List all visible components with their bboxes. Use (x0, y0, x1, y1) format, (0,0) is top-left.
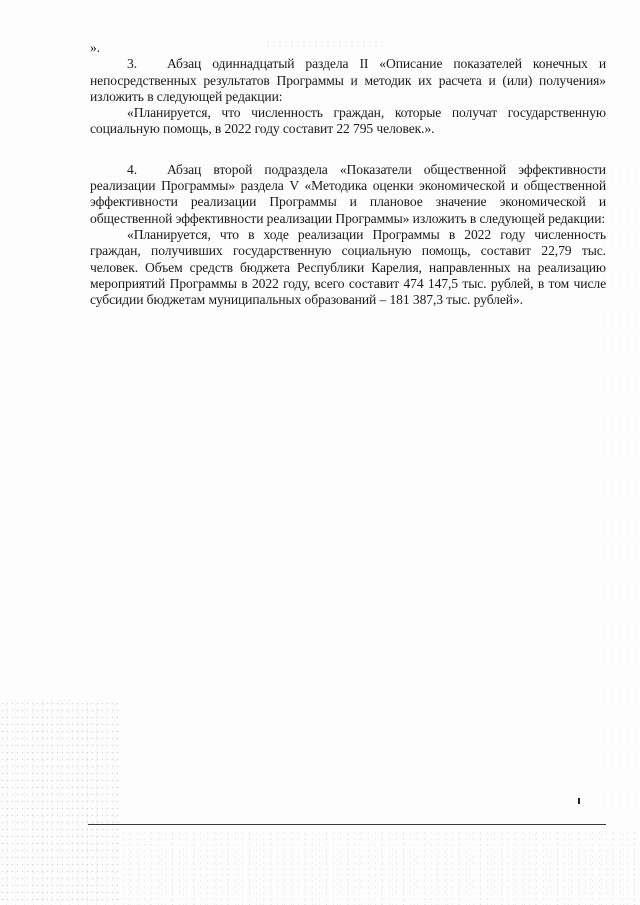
item-3-number: 3. (127, 56, 137, 72)
item-3-quote: «Планируется, что численность граждан, которые получат государственную социальную помощь, в 2022 году составит 22 795 человек.». (90, 105, 606, 137)
item-4-quote: «Планируется, что в ходе реализации Программы в 2022 году численность граждан, получивших государственную социальную помощь, составит 22,79 тыс. человек. Объем средств бюджета Республики Карелия, направленных на реализацию мероприятий Программы в 2022 году, всего составит 474 147,5 тыс. рублей, в том числе субсидии бюджетам муниципальных образований – 181 387,3 тыс. рублей». (90, 226, 606, 308)
paragraph-gap (90, 138, 606, 162)
scan-noise (600, 150, 640, 830)
item-3-paragraph (90, 56, 606, 105)
scan-mark (578, 798, 580, 804)
opening-fragment: ». (90, 40, 100, 55)
scan-noise (120, 830, 640, 905)
document-body (90, 40, 606, 308)
item-3-text: Абзац одиннадцатый раздела II «Описание показателей конечных и непосредственных результатов Программы и методик их расчета и (или) получения» изложить в следующей редакции: (90, 56, 606, 104)
footer-rule (88, 824, 606, 825)
item-4-number: 4. (127, 161, 137, 177)
item-4-text: Абзац второй подраздела «Показатели общественной эффективности реализации Программы» раздела V «Методика оценки экономической и общественной эффективности реализации Программы и плановое значение экономической и общественной эффективности реализации Программы» изложить в следующей редакции: (90, 161, 606, 226)
item-4-paragraph (90, 162, 606, 227)
scan-noise (0, 700, 120, 905)
